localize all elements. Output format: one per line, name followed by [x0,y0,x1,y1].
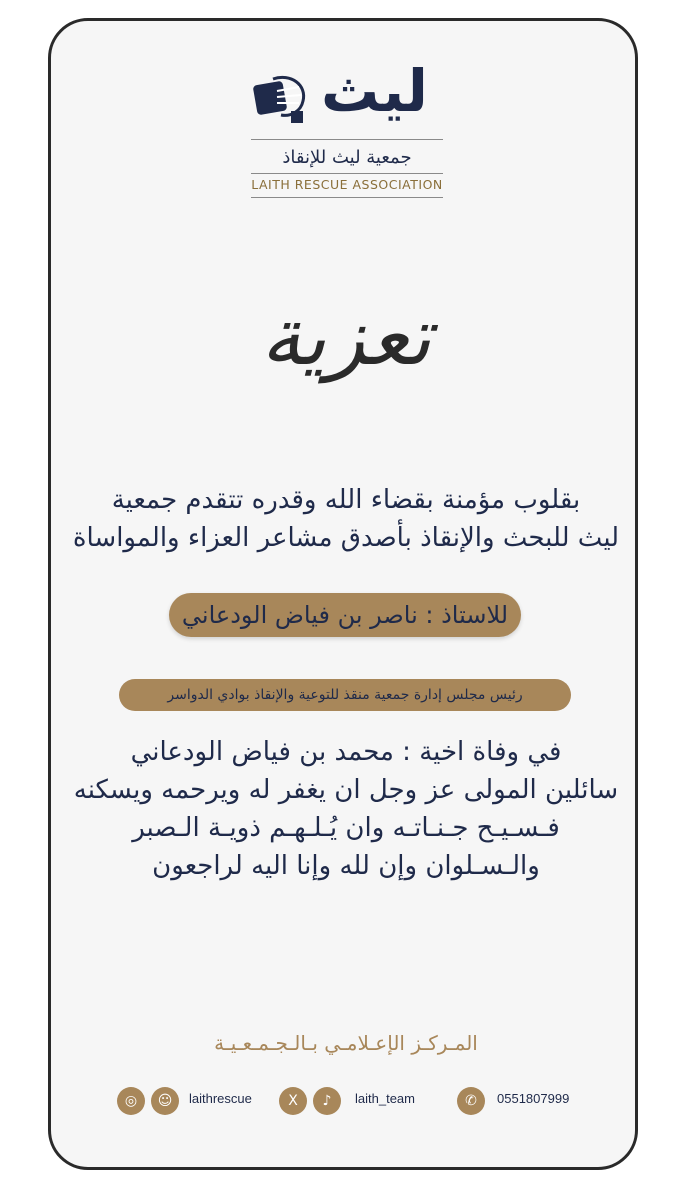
logo-divider-middle [251,173,443,174]
logo [51,57,635,211]
heading-text: تعزية [260,290,432,383]
condolence-line: في وفاة اخية : محمد بن فياض الودعاني [130,737,562,767]
snapchat-icon[interactable]: ☺ [151,1087,179,1115]
condolence-line: سائلين المولى عز وجل ان يغفر له ويرحمه ويسكنه [73,775,619,805]
heading-calligraphy [241,269,451,409]
instagram-icon[interactable]: ◎ [117,1087,145,1115]
hands-icon [251,69,311,129]
condolence-line: فـسـيـح جـنـاتـه وان يُـلـهـم ذويـة الـصبر [132,813,560,843]
recipient-title-pill: رئيس مجلس إدارة جمعية منقذ للتوعية والإنقاذ بوادي الدواسر [119,679,571,711]
logo-word: ليث [321,57,428,125]
tiktok-icon[interactable]: ♪ [313,1087,341,1115]
intro-line: بقلوب مؤمنة بقضاء الله وقدره تتقدم جمعية [111,485,581,515]
condolence-line: والـسـلوان وإن لله وإنا اليه لراجعون [152,851,540,881]
social-handle-1[interactable]: laithrescue [189,1091,252,1106]
condolence-card [48,18,638,1170]
phone-icon[interactable]: ✆ [457,1087,485,1115]
recipient-name-pill: للاستاذ : ناصر بن فياض الودعاني [169,593,521,637]
logo-english-name: LAITH RESCUE ASSOCIATION [251,177,443,192]
social-row [51,1087,641,1117]
intro-line: ليث للبحث والإنقاذ بأصدق مشاعر العزاء والمواساة [72,523,620,553]
condolence-paragraph [71,733,621,885]
logo-divider-bottom [251,197,443,198]
social-handle-2[interactable]: laith_team [355,1091,415,1106]
media-center-title: المـركـز الإعـلامـي بـالـجـمـعـيـة [214,1031,478,1055]
phone-number[interactable]: 0551807999 [497,1091,570,1106]
intro-paragraph [71,481,621,557]
x-icon[interactable]: X [279,1087,307,1115]
logo-divider-top [251,139,443,140]
logo-arabic-name: جمعية ليث للإنقاذ [282,147,412,168]
